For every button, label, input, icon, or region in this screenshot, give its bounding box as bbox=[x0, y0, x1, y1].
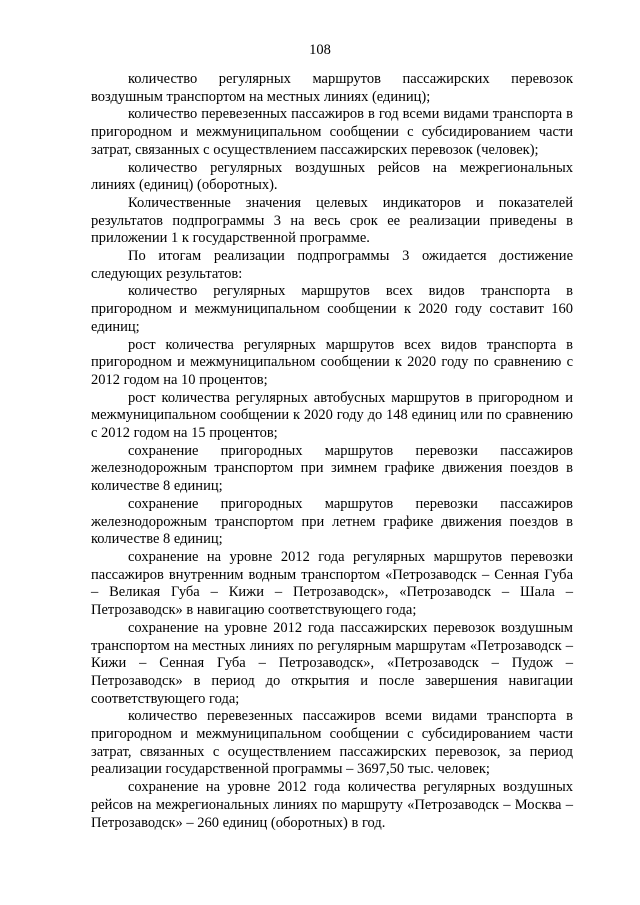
document-body bbox=[91, 71, 573, 832]
paragraph-result-moscow-flights: сохранение на уровне 2012 года количества регулярных воздушных рейсов на межрегиональных линиях по маршруту «Петрозаводск – Москва – Петрозаводск» – 260 единиц (оборотных) в год. bbox=[91, 779, 573, 831]
paragraph-indicator-air-routes: количество регулярных маршрутов пассажирских перевозок воздушным транспортом на местных линиях (единиц); bbox=[91, 71, 573, 105]
paragraph-result-route-growth: рост количества регулярных маршрутов всех видов транспорта в пригородном и межмуниципальном сообщении к 2020 году по сравнению с 2012 годом на 10 процентов; bbox=[91, 336, 573, 388]
paragraph-result-local-air: сохранение на уровне 2012 года пассажирских перевозок воздушным транспортом на местных линиях по регулярным маршрутам «Петрозаводск – Кижи – Сенная Губа – Петрозаводск», «Петрозаводск – Пудож – Петрозаводск» в период до открытия и после завершения навигации соответствующего года; bbox=[91, 619, 573, 707]
paragraph-result-bus-routes: рост количества регулярных автобусных маршрутов в пригородном и межмуниципальном сообщении к 2020 году до 148 единиц или по сравнению с 2012 годом на 15 процентов; bbox=[91, 389, 573, 442]
paragraph-indicator-passengers: количество перевезенных пассажиров в год всеми видами транспорта в пригородном и межмуниципальном сообщении с субсидированием части затрат, связанных с осуществлением пассажирских перевозок (человек); bbox=[91, 106, 573, 158]
paragraph-expected-results-intro: По итогам реализации подпрограммы 3 ожидается достижение следующих результатов: bbox=[91, 248, 573, 282]
paragraph-indicator-interregional-flights: количество регулярных воздушных рейсов на межрегиональных линиях (единиц) (оборотных). bbox=[91, 159, 573, 194]
paragraph-result-rail-winter: сохранение пригородных маршрутов перевозки пассажиров железнодорожным транспортом при зимнем графике движения поездов в количестве 8 единиц; bbox=[91, 442, 573, 495]
page-number: 108 bbox=[309, 42, 331, 58]
paragraph-indicator-values: Количественные значения целевых индикаторов и показателей результатов подпрограммы 3 на весь срок ее реализации приведены в приложении 1 к государственной программе. bbox=[91, 194, 573, 247]
paragraph-result-rail-summer: сохранение пригородных маршрутов перевозки пассажиров железнодорожным транспортом при летнем графике движения поездов в количестве 8 единиц; bbox=[91, 495, 573, 548]
paragraph-result-passengers-total: количество перевезенных пассажиров всеми видами транспорта в пригородном и межмуниципальном сообщении с субсидированием части затрат, связанных с осуществлением пассажирских перевозок, за период реализации государственной программы – 3697,50 тыс. человек; bbox=[91, 708, 573, 778]
paragraph-result-route-count: количество регулярных маршрутов всех видов транспорта в пригородном и межмуниципальном сообщении к 2020 году составит 160 единиц; bbox=[91, 283, 573, 335]
paragraph-result-water-routes: сохранение на уровне 2012 года регулярных маршрутов перевозки пассажиров внутренним водным транспортом «Петрозаводск – Сенная Губа – Великая Губа – Кижи – Петрозаводск», «Петрозаводск – Шала – Петрозаводск» в навигацию соответствующего года; bbox=[91, 548, 573, 619]
